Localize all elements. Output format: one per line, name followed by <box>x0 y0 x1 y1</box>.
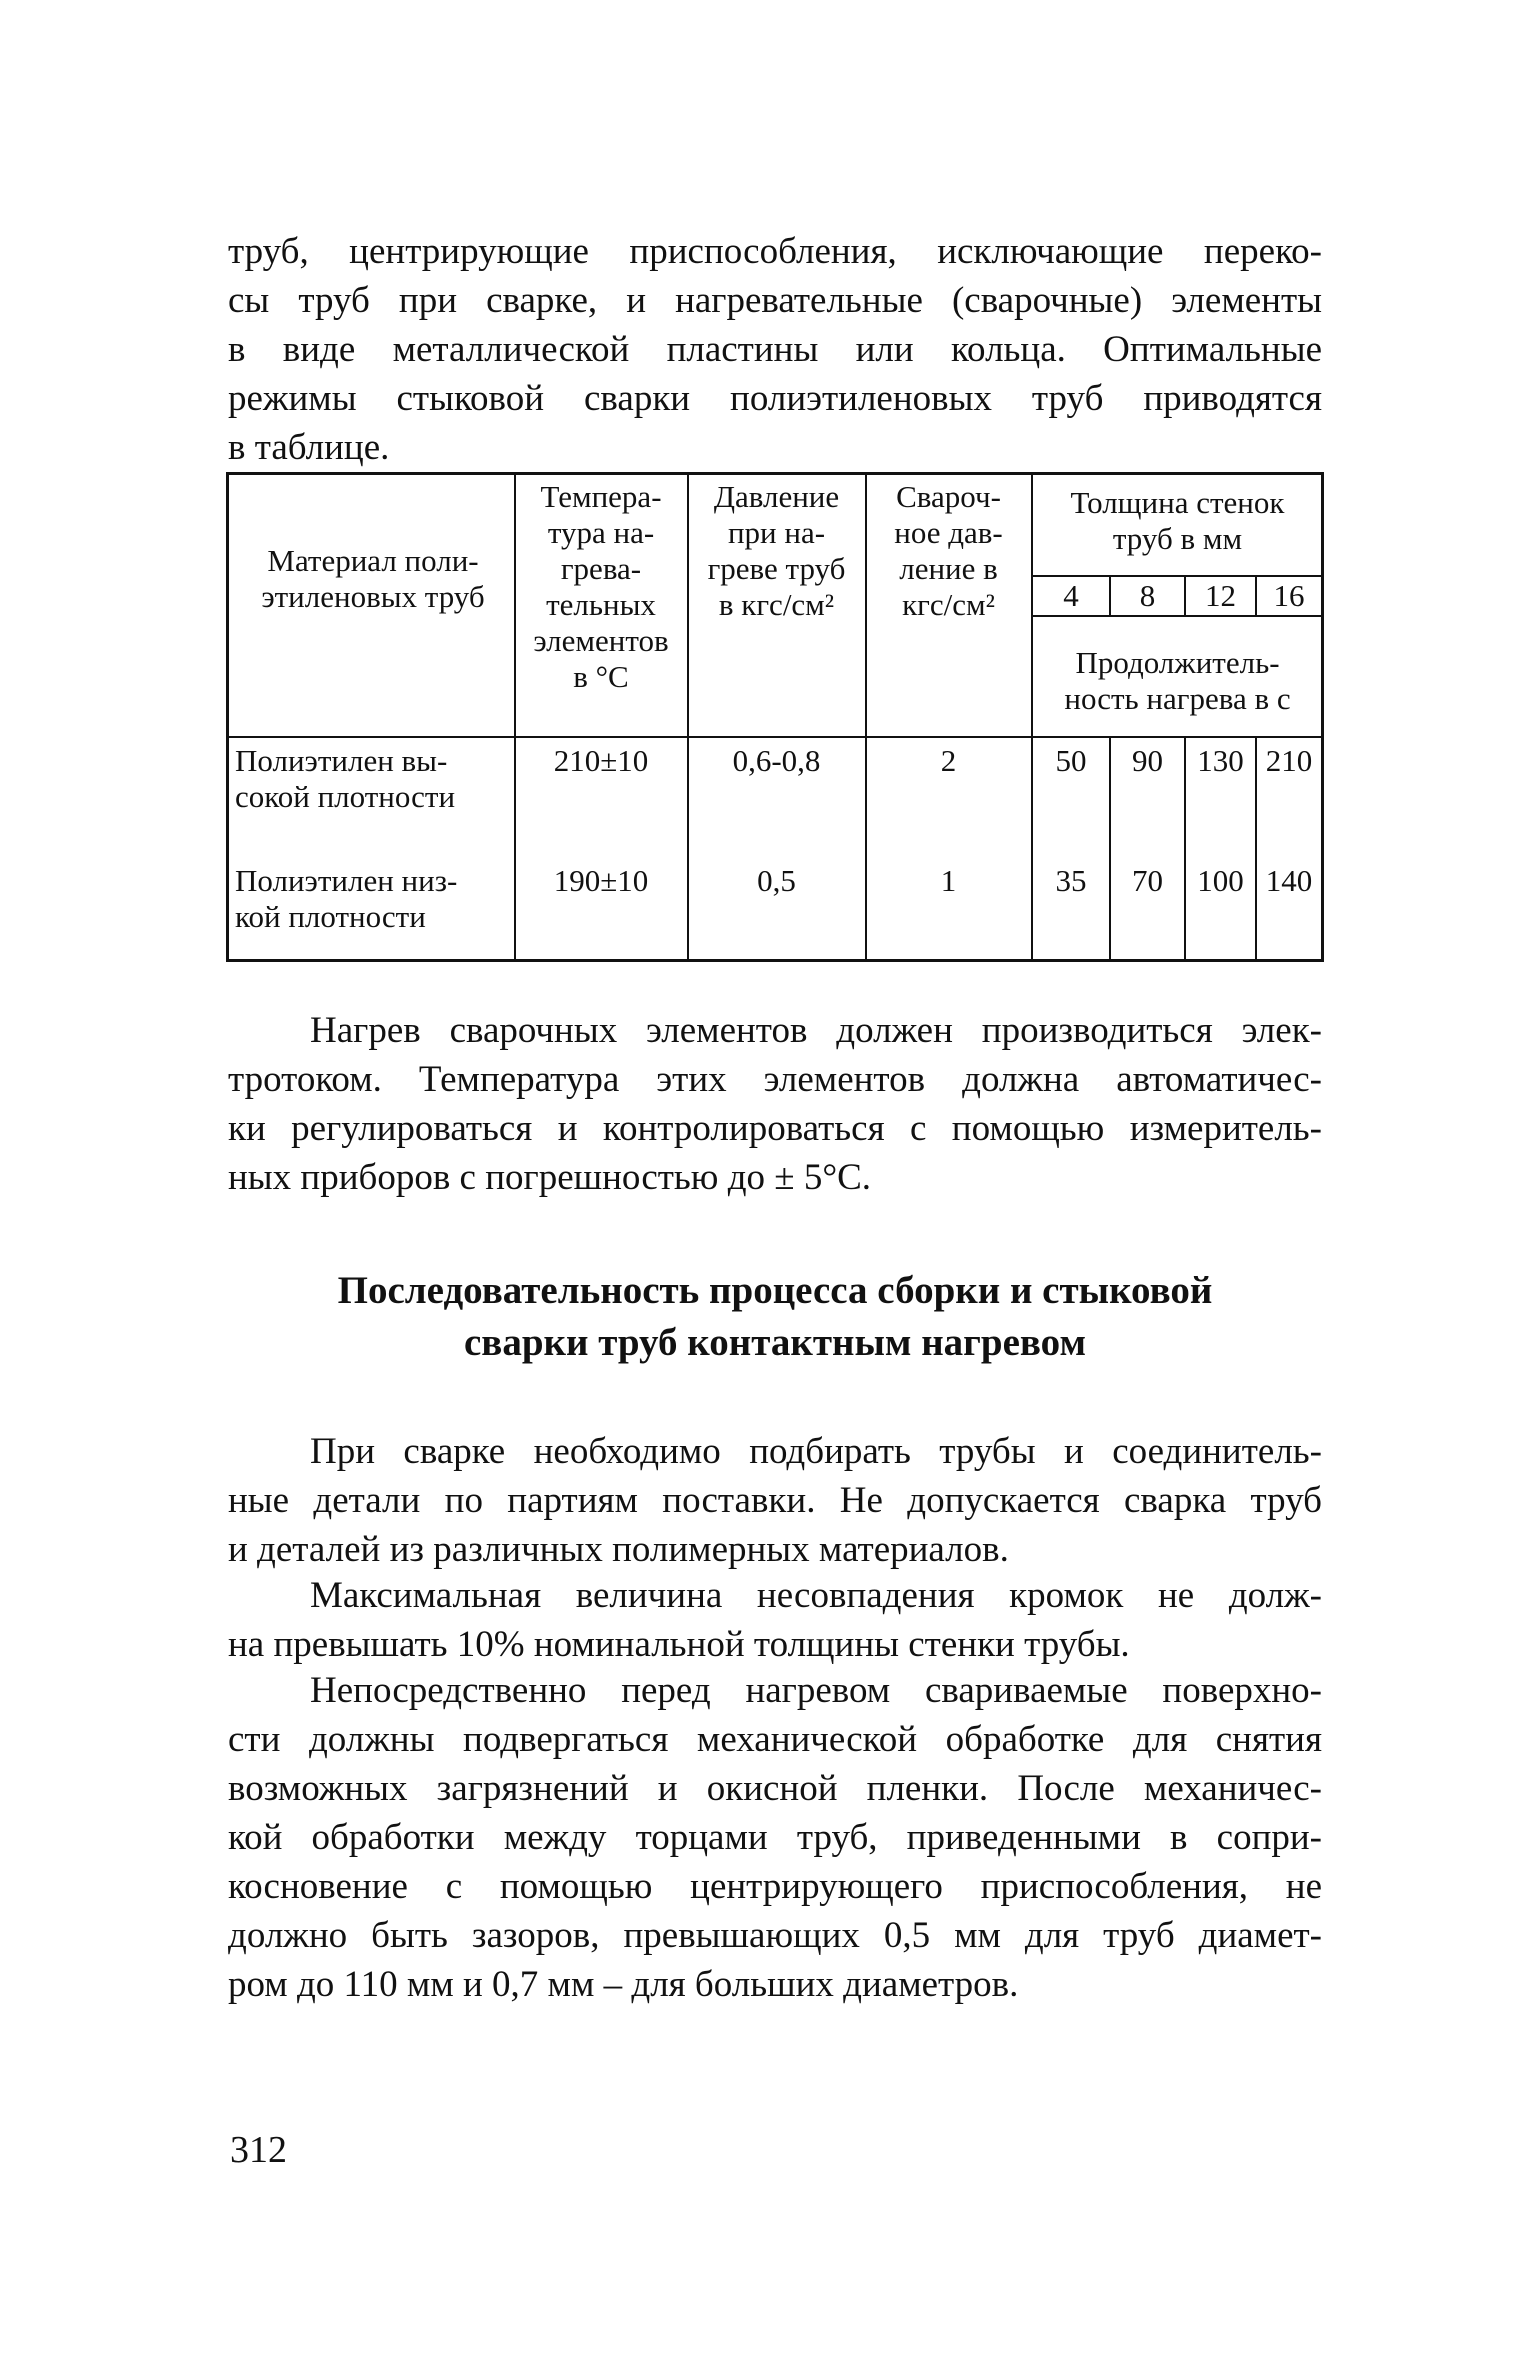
intro-line: режимы стыковой сварки полиэтиленовых труб приводятся <box>228 378 1322 419</box>
table-divider <box>1184 575 1186 615</box>
header-temperature: Темпера- тура на- грева- тельных элементов в °С <box>533 479 669 694</box>
heating-paragraph <box>228 1006 1322 1202</box>
paragraph-3 <box>228 1666 1322 2009</box>
table-divider <box>1031 475 1033 959</box>
section-heading <box>228 1265 1322 1369</box>
table-divider <box>1255 575 1257 615</box>
paragraph-line: ных приборов с погрешностью до ± 5°С. <box>228 1157 872 1198</box>
row-duration: 50 <box>1055 743 1087 778</box>
paragraph-line: и деталей из различных полимерных материалов. <box>228 1529 1009 1570</box>
header-thickness: Толщина стенок труб в мм <box>1070 485 1285 556</box>
header-thickness-value: 12 <box>1205 578 1236 613</box>
paragraph-line: При сварке необходимо подбирать трубы и соединитель- <box>310 1431 1322 1472</box>
row-material: Полиэтилен низ- кой плотности <box>235 863 458 934</box>
row-weld-pressure: 1 <box>940 863 957 898</box>
header-thickness-value: 8 <box>1139 578 1156 613</box>
heading-line: Последовательность процесса сборки и стыковой <box>337 1269 1213 1312</box>
paragraph-line: возможных загрязнений и окисной пленки. После механичес- <box>228 1768 1322 1809</box>
paragraph-line: Нагрев сварочных элементов должен производиться элек- <box>310 1010 1322 1051</box>
table-divider <box>1031 575 1321 577</box>
paragraph-2 <box>228 1571 1322 1669</box>
header-weld-pressure: Свароч- ное дав- ление в кгс/см² <box>894 479 1003 622</box>
row-heat-pressure: 0,5 <box>757 863 796 898</box>
row-temperature: 210±10 <box>553 743 649 778</box>
row-duration: 70 <box>1132 863 1163 898</box>
row-temperature: 190±10 <box>553 863 649 898</box>
paragraph-1 <box>228 1427 1322 1574</box>
row-weld-pressure: 2 <box>940 743 957 778</box>
table-divider <box>1031 615 1321 617</box>
intro-line: в таблице. <box>228 427 390 468</box>
row-duration: 35 <box>1055 863 1087 898</box>
paragraph-line: Максимальная величина несовпадения кромок не долж- <box>310 1575 1322 1616</box>
row-material: Полиэтилен вы- сокой плотности <box>235 743 456 814</box>
header-duration: Продолжитель- ность нагрева в с <box>1064 645 1291 716</box>
paragraph-line: ки регулироваться и контролироваться с помощью измеритель- <box>228 1108 1322 1149</box>
table-divider <box>229 736 1321 738</box>
intro-paragraph <box>228 227 1322 472</box>
welding-modes-table <box>226 472 1324 962</box>
paragraph-line: кой обработки между торцами труб, приведенными в сопри- <box>228 1817 1322 1858</box>
intro-line: труб, центрирующие приспособления, исключающие переко- <box>228 231 1322 272</box>
header-thickness-value: 4 <box>1063 578 1079 613</box>
row-heat-pressure: 0,6-0,8 <box>732 743 821 778</box>
paragraph-line: сти должны подвергаться механической обработке для снятия <box>228 1719 1322 1760</box>
row-duration: 130 <box>1197 743 1244 778</box>
paragraph-line: должно быть зазоров, превышающих 0,5 мм для труб диамет- <box>228 1915 1322 1956</box>
header-heat-pressure: Давление при на- греве труб в кгс/см² <box>707 479 846 622</box>
paragraph-line: Непосредственно перед нагревом свариваемые поверхно- <box>310 1670 1322 1711</box>
paragraph-line: ром до 110 мм и 0,7 мм – для больших диаметров. <box>228 1964 1019 2005</box>
heading-line: сварки труб контактным нагревом <box>463 1321 1087 1364</box>
table-divider <box>865 475 867 959</box>
paragraph-line: косновение с помощью центрирующего приспособления, не <box>228 1866 1322 1907</box>
table-divider <box>1184 737 1186 959</box>
table-divider <box>1255 737 1257 959</box>
table-divider <box>1109 575 1111 615</box>
table-divider <box>1109 737 1111 959</box>
table-divider <box>514 475 516 959</box>
paragraph-line: тротоком. Температура этих элементов должна автоматичес- <box>228 1059 1322 1100</box>
row-duration: 210 <box>1265 743 1313 778</box>
header-thickness-value: 16 <box>1273 578 1305 613</box>
intro-line: сы труб при сварке, и нагревательные (сварочные) элементы <box>228 280 1322 321</box>
paragraph-line: на превышать 10% номинальной толщины стенки трубы. <box>228 1624 1130 1665</box>
page-number: 312 <box>230 2129 287 2171</box>
row-duration: 90 <box>1132 743 1163 778</box>
row-duration: 140 <box>1265 863 1313 898</box>
paragraph-line: ные детали по партиям поставки. Не допускается сварка труб <box>228 1480 1322 1521</box>
row-duration: 100 <box>1197 863 1244 898</box>
intro-line: в виде металлической пластины или кольца. Оптимальные <box>228 329 1322 370</box>
table-divider <box>687 475 689 959</box>
header-material: Материал поли- этиленовых труб <box>261 543 485 614</box>
